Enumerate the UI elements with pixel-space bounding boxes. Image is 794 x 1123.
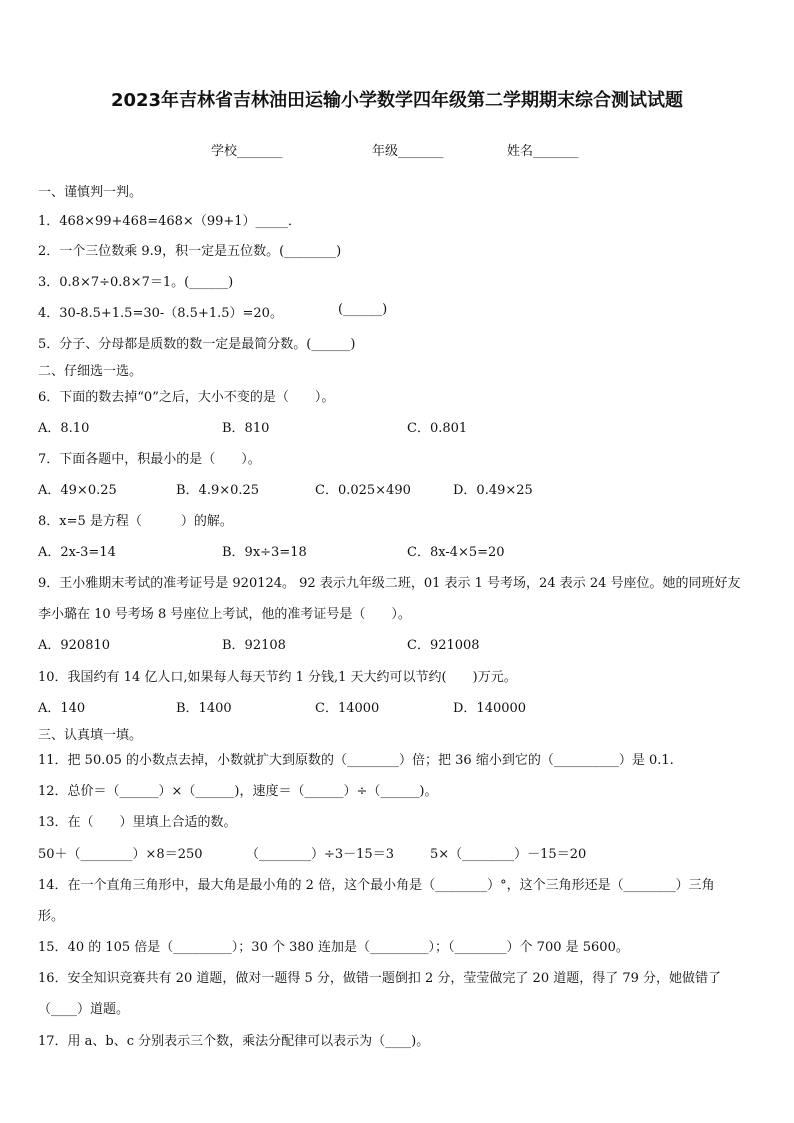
question-11: 11．把 50.05 的小数点去掉，小数就扩大到原数的（________）倍；把 36 缩小到它的（__________）是 0.1.	[38, 753, 674, 768]
question-6: 6．下面的数去掉“0”之后，大小不变的是（ ）。	[38, 390, 335, 405]
question-16-line2: （____）道题。	[38, 1002, 130, 1017]
school-field: 学校_______	[211, 144, 283, 159]
section-heading-judge: 一、谨慎判一判。	[38, 185, 143, 200]
question-4-blank: (______)	[338, 302, 388, 317]
question-14-line2: 形。	[38, 909, 65, 924]
name-field: 姓名_______	[507, 144, 579, 159]
question-9-line2: 李小璐在 10 号考场 8 号座位上考试，他的准考证号是（ ）。	[38, 607, 411, 622]
q9-option-a: A．920810	[38, 638, 111, 653]
section-heading-choose: 二、仔细选一选。	[38, 364, 143, 379]
q9-option-c: C．921008	[407, 638, 480, 653]
question-10: 10．我国约有 14 亿人口,如果每人每天节约 1 分钱,1 天大约可以节约( )万元。	[38, 670, 517, 685]
question-9-line1: 9．王小雅期末考试的准考证号是 920124。 92 表示九年级二班，01 表示 1 号考场，24 表示 24 号座位。她的同班好友	[38, 576, 741, 591]
q9-option-b: B．92108	[222, 638, 286, 653]
grade-field: 年级_______	[372, 144, 444, 159]
question-4: 4．30-8.5+1.5=30-（8.5+1.5）=20。	[38, 306, 283, 321]
q7-option-c: C．0.025×490	[315, 483, 411, 498]
q7-option-a: A．49×0.25	[38, 483, 117, 498]
question-7: 7．下面各题中，积最小的是（ ）。	[38, 452, 261, 467]
question-2: 2．一个三位数乘 9.9，积一定是五位数。(________)	[38, 244, 342, 259]
q7-option-d: D．0.49×25	[453, 483, 533, 498]
question-16-line1: 16．安全知识竞赛共有 20 道题，做对一题得 5 分，做错一题倒扣 2 分，莹莹做完了 20 道题，得了 79 分，她做错了	[38, 971, 722, 986]
q6-option-a: A．8.10	[38, 421, 90, 436]
q10-option-b: B．1400	[176, 701, 232, 716]
question-12: 12．总价＝（______）×（______)，速度＝（______）÷（______)。	[38, 784, 438, 799]
q8-option-a: A．2x-3=14	[38, 545, 116, 560]
q13-item-3: 5×（________）－15＝20	[430, 847, 587, 862]
question-8: 8．x=5 是方程（ ）的解。	[38, 514, 233, 529]
q10-option-c: C．14000	[315, 701, 380, 716]
question-3: 3．0.8×7÷0.8×7＝1。(______)	[38, 275, 234, 290]
question-15: 15．40 的 105 倍是（_________）；30 个 380 连加是（_________）；（________）个 700 是 5600。	[38, 940, 629, 955]
q10-option-a: A．140	[38, 701, 86, 716]
question-13: 13．在（ ）里填上合适的数。	[38, 815, 237, 830]
q6-option-c: C．0.801	[407, 421, 468, 436]
q13-item-1: 50＋（________）×8＝250	[38, 847, 203, 862]
q6-option-b: B．810	[222, 421, 270, 436]
question-5: 5．分子、分母都是质数的数一定是最简分数。(______)	[38, 337, 356, 352]
question-1: 1．468×99+468=468×（99+1）_____．	[38, 214, 302, 229]
page-title: 2023年吉林省吉林油田运输小学数学四年级第二学期期末综合测试试题	[110, 90, 684, 111]
section-heading-fill: 三、认真填一填。	[38, 728, 143, 743]
q8-option-c: C．8x-4×5=20	[407, 545, 505, 560]
q7-option-b: B．4.9×0.25	[176, 483, 260, 498]
q13-item-2: （________）÷3－15＝3	[246, 847, 394, 862]
question-14-line1: 14．在一个直角三角形中，最大角是最小角的 2 倍，这个最小角是（________）°，这个三角形还是（________）三角	[38, 878, 715, 893]
q8-option-b: B．9x÷3=18	[222, 545, 307, 560]
question-17: 17．用 a、b、c 分别表示三个数，乘法分配律可以表示为（____)。	[38, 1034, 430, 1049]
q10-option-d: D．140000	[453, 701, 527, 716]
